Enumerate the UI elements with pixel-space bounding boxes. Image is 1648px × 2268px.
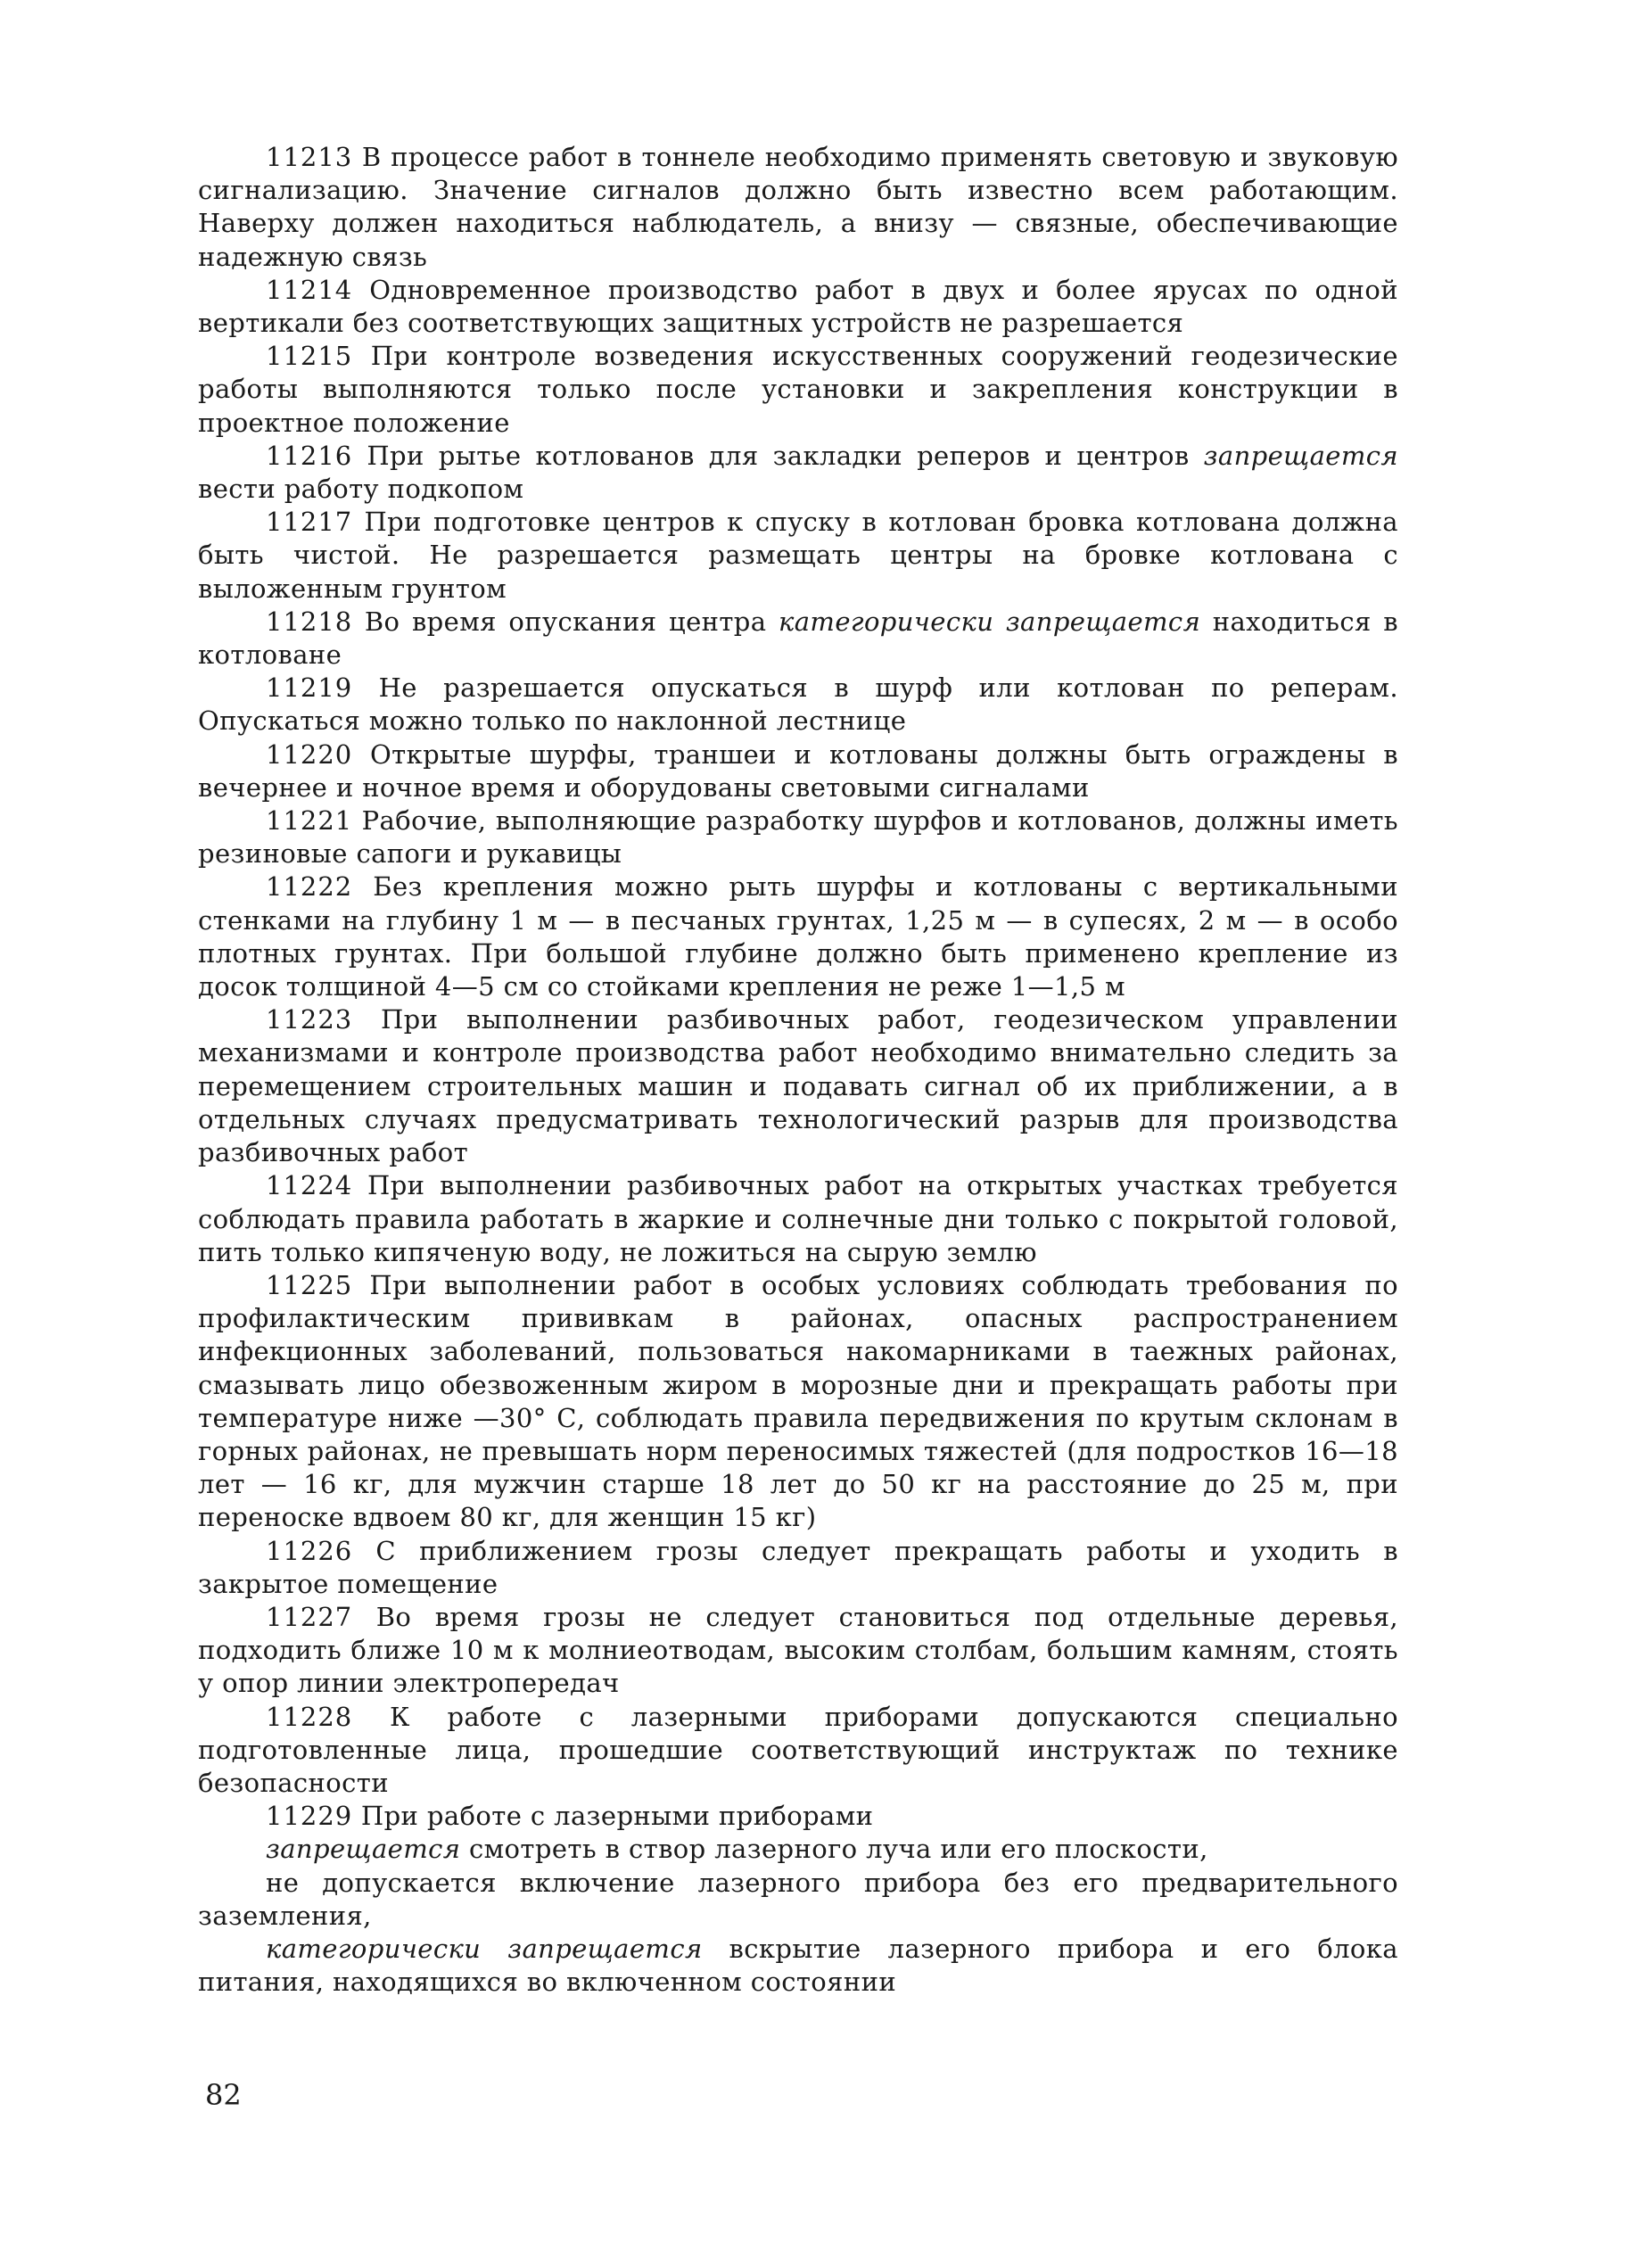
paragraph-text: При подготовке центров к спуску в котлован бровка котлована должна быть чистой. Не разрешается размещать центры на бровке котлована с выложенным грунтом: [198, 507, 1398, 604]
paragraph: [198, 870, 1398, 1003]
paragraph-text: Во время опускания центра: [364, 606, 779, 637]
clause-number: 11228: [266, 1701, 353, 1732]
clause-number: 11226: [266, 1535, 353, 1566]
clause-number: 11214: [266, 274, 353, 305]
emphasized-text: категорически запрещается: [779, 606, 1201, 637]
clause-number: 11218: [266, 606, 353, 637]
emphasized-text: категорически запрещается: [266, 1933, 703, 1964]
paragraph-text: Без крепления можно рыть шурфы и котлованы с вертикальными стенками на глубину 1 м — в песчаных грунтах, 1,25 м — в супесях, 2 м — в особо плотных грунтах. При большой глубине должно быть применено крепление из досок толщиной 4—5 см со стойками крепления не реже 1—1,5 м: [198, 871, 1398, 1002]
clause-number: 11229: [266, 1801, 353, 1832]
list-item: [198, 1867, 1398, 1933]
paragraph-text: вскрытие лазерного прибора и его блока питания, находящихся во включенном состоянии: [198, 1933, 1398, 1998]
paragraph: [198, 1701, 1398, 1801]
list-item: [198, 1933, 1398, 1999]
paragraph-text: При выполнении разбивочных работ на открытых участках требуется соблюдать правила работать в жаркие и солнечные дни только с покрытой головой, пить только кипяченую воду, не ложиться на сырую землю: [198, 1170, 1398, 1267]
clause-number: 11227: [266, 1601, 353, 1632]
clause-number: 11220: [266, 738, 353, 770]
paragraph: [198, 274, 1398, 340]
paragraph: [198, 340, 1398, 440]
page-number: 82: [205, 2078, 242, 2112]
emphasized-text: запрещается: [1203, 440, 1398, 471]
paragraph: [198, 1800, 1398, 1833]
paragraph-text: Рабочие, выполняющие разработку шурфов и котлованов, должны иметь резиновые сапоги и рукавицы: [198, 805, 1398, 870]
paragraph: [198, 1169, 1398, 1269]
paragraph: [198, 506, 1398, 606]
clause-number: 11213: [266, 142, 353, 172]
list-item: [198, 1833, 1398, 1866]
paragraph-list: [198, 141, 1398, 1833]
clause-number: 11217: [266, 507, 353, 538]
paragraph-text: Одновременное производство работ в двух и более ярусах по одной вертикали без соответствующих защитных устройств не разрешается: [198, 274, 1398, 339]
paragraph: [198, 440, 1398, 506]
clause-number: 11225: [266, 1269, 353, 1300]
paragraph: [198, 672, 1398, 738]
bullet-list: [198, 1833, 1398, 1999]
clause-number: 11222: [266, 871, 353, 903]
paragraph-text: не допускается включение лазерного прибора без его предварительного заземления,: [198, 1867, 1398, 1931]
paragraph-text: находиться в котловане: [198, 606, 1398, 671]
clause-number: 11223: [266, 1004, 353, 1035]
paragraph-text: Не разрешается опускаться в шурф или котлован по реперам. Опускаться можно только по наклонной лестнице: [198, 672, 1398, 737]
clause-number: 11221: [266, 805, 353, 837]
paragraph-text: В процессе работ в тоннеле необходимо применять световую и звуковую сигнализацию. Значение сигналов должно быть известно всем работающим. Наверху должен находиться наблюдатель, а внизу — связные, обеспечивающие надежную связь: [198, 142, 1398, 272]
clause-number: 11224: [266, 1170, 353, 1201]
paragraph-text: Открытые шурфы, траншеи и котлованы должны быть ограждены в вечернее и ночное время и оборудованы световыми сигналами: [198, 738, 1398, 803]
paragraph: [198, 1535, 1398, 1601]
emphasized-text: запрещается: [266, 1834, 461, 1865]
paragraph: [198, 738, 1398, 804]
paragraph: [198, 1601, 1398, 1701]
clause-number: 11216: [266, 440, 353, 471]
paragraph: [198, 1269, 1398, 1535]
paragraph-text: смотреть в створ лазерного луча или его плоскости,: [460, 1834, 1208, 1865]
paragraph-text: При рытье котлованов для закладки реперов и центров: [367, 440, 1204, 471]
paragraph-text: К работе с лазерными приборами допускаются специально подготовленные лица, прошедшие соответствующий инструктаж по технике безопасности: [198, 1701, 1398, 1798]
paragraph: [198, 1003, 1398, 1169]
paragraph-text: При контроле возведения искусственных сооружений геодезические работы выполняются только после установки и закрепления конструкции в проектное положение: [198, 341, 1398, 438]
paragraph: [198, 606, 1398, 672]
paragraph: [198, 804, 1398, 870]
paragraph-text: При выполнении работ в особых условиях соблюдать требования по профилактическим прививкам в районах, опасных распространением инфекционных заболеваний, пользоваться накомарниками в таежных районах, смазывать лицо обезвоженным жиром в морозные дни и прекращать работы при температуре ниже —30° С, соблюдать правила передвижения по крутым склонам в горных районах, не превышать норм переносимых тяжестей (для подростков 16—18 лет — 16 кг, для мужчин старше 18 лет до 50 кг на расстояние до 25 м, при переноске вдвоем 80 кг, для женщин 15 кг): [198, 1269, 1398, 1533]
document-body: [198, 141, 1398, 1999]
paragraph: [198, 141, 1398, 274]
clause-number: 11215: [266, 341, 353, 372]
paragraph-text: С приближением грозы следует прекращать работы и уходить в закрытое помещение: [198, 1535, 1398, 1599]
paragraph-text: При выполнении разбивочных работ, геодезическом управлении механизмами и контроле производства работ необходимо внимательно следить за перемещением строительных машин и подавать сигнал об их приближении, а в отдельных случаях предусматривать технологический разрыв для производства разбивочных работ: [198, 1004, 1398, 1168]
paragraph-text: Во время грозы не следует становиться под отдельные деревья, подходить ближе 10 м к молниеотводам, высоким столбам, большим камням, стоять у опор линии электропередач: [198, 1601, 1399, 1699]
paragraph-text: вести работу подкопом: [198, 474, 524, 505]
clause-number: 11219: [266, 672, 353, 704]
paragraph-text: При работе с лазерными приборами: [360, 1801, 874, 1832]
